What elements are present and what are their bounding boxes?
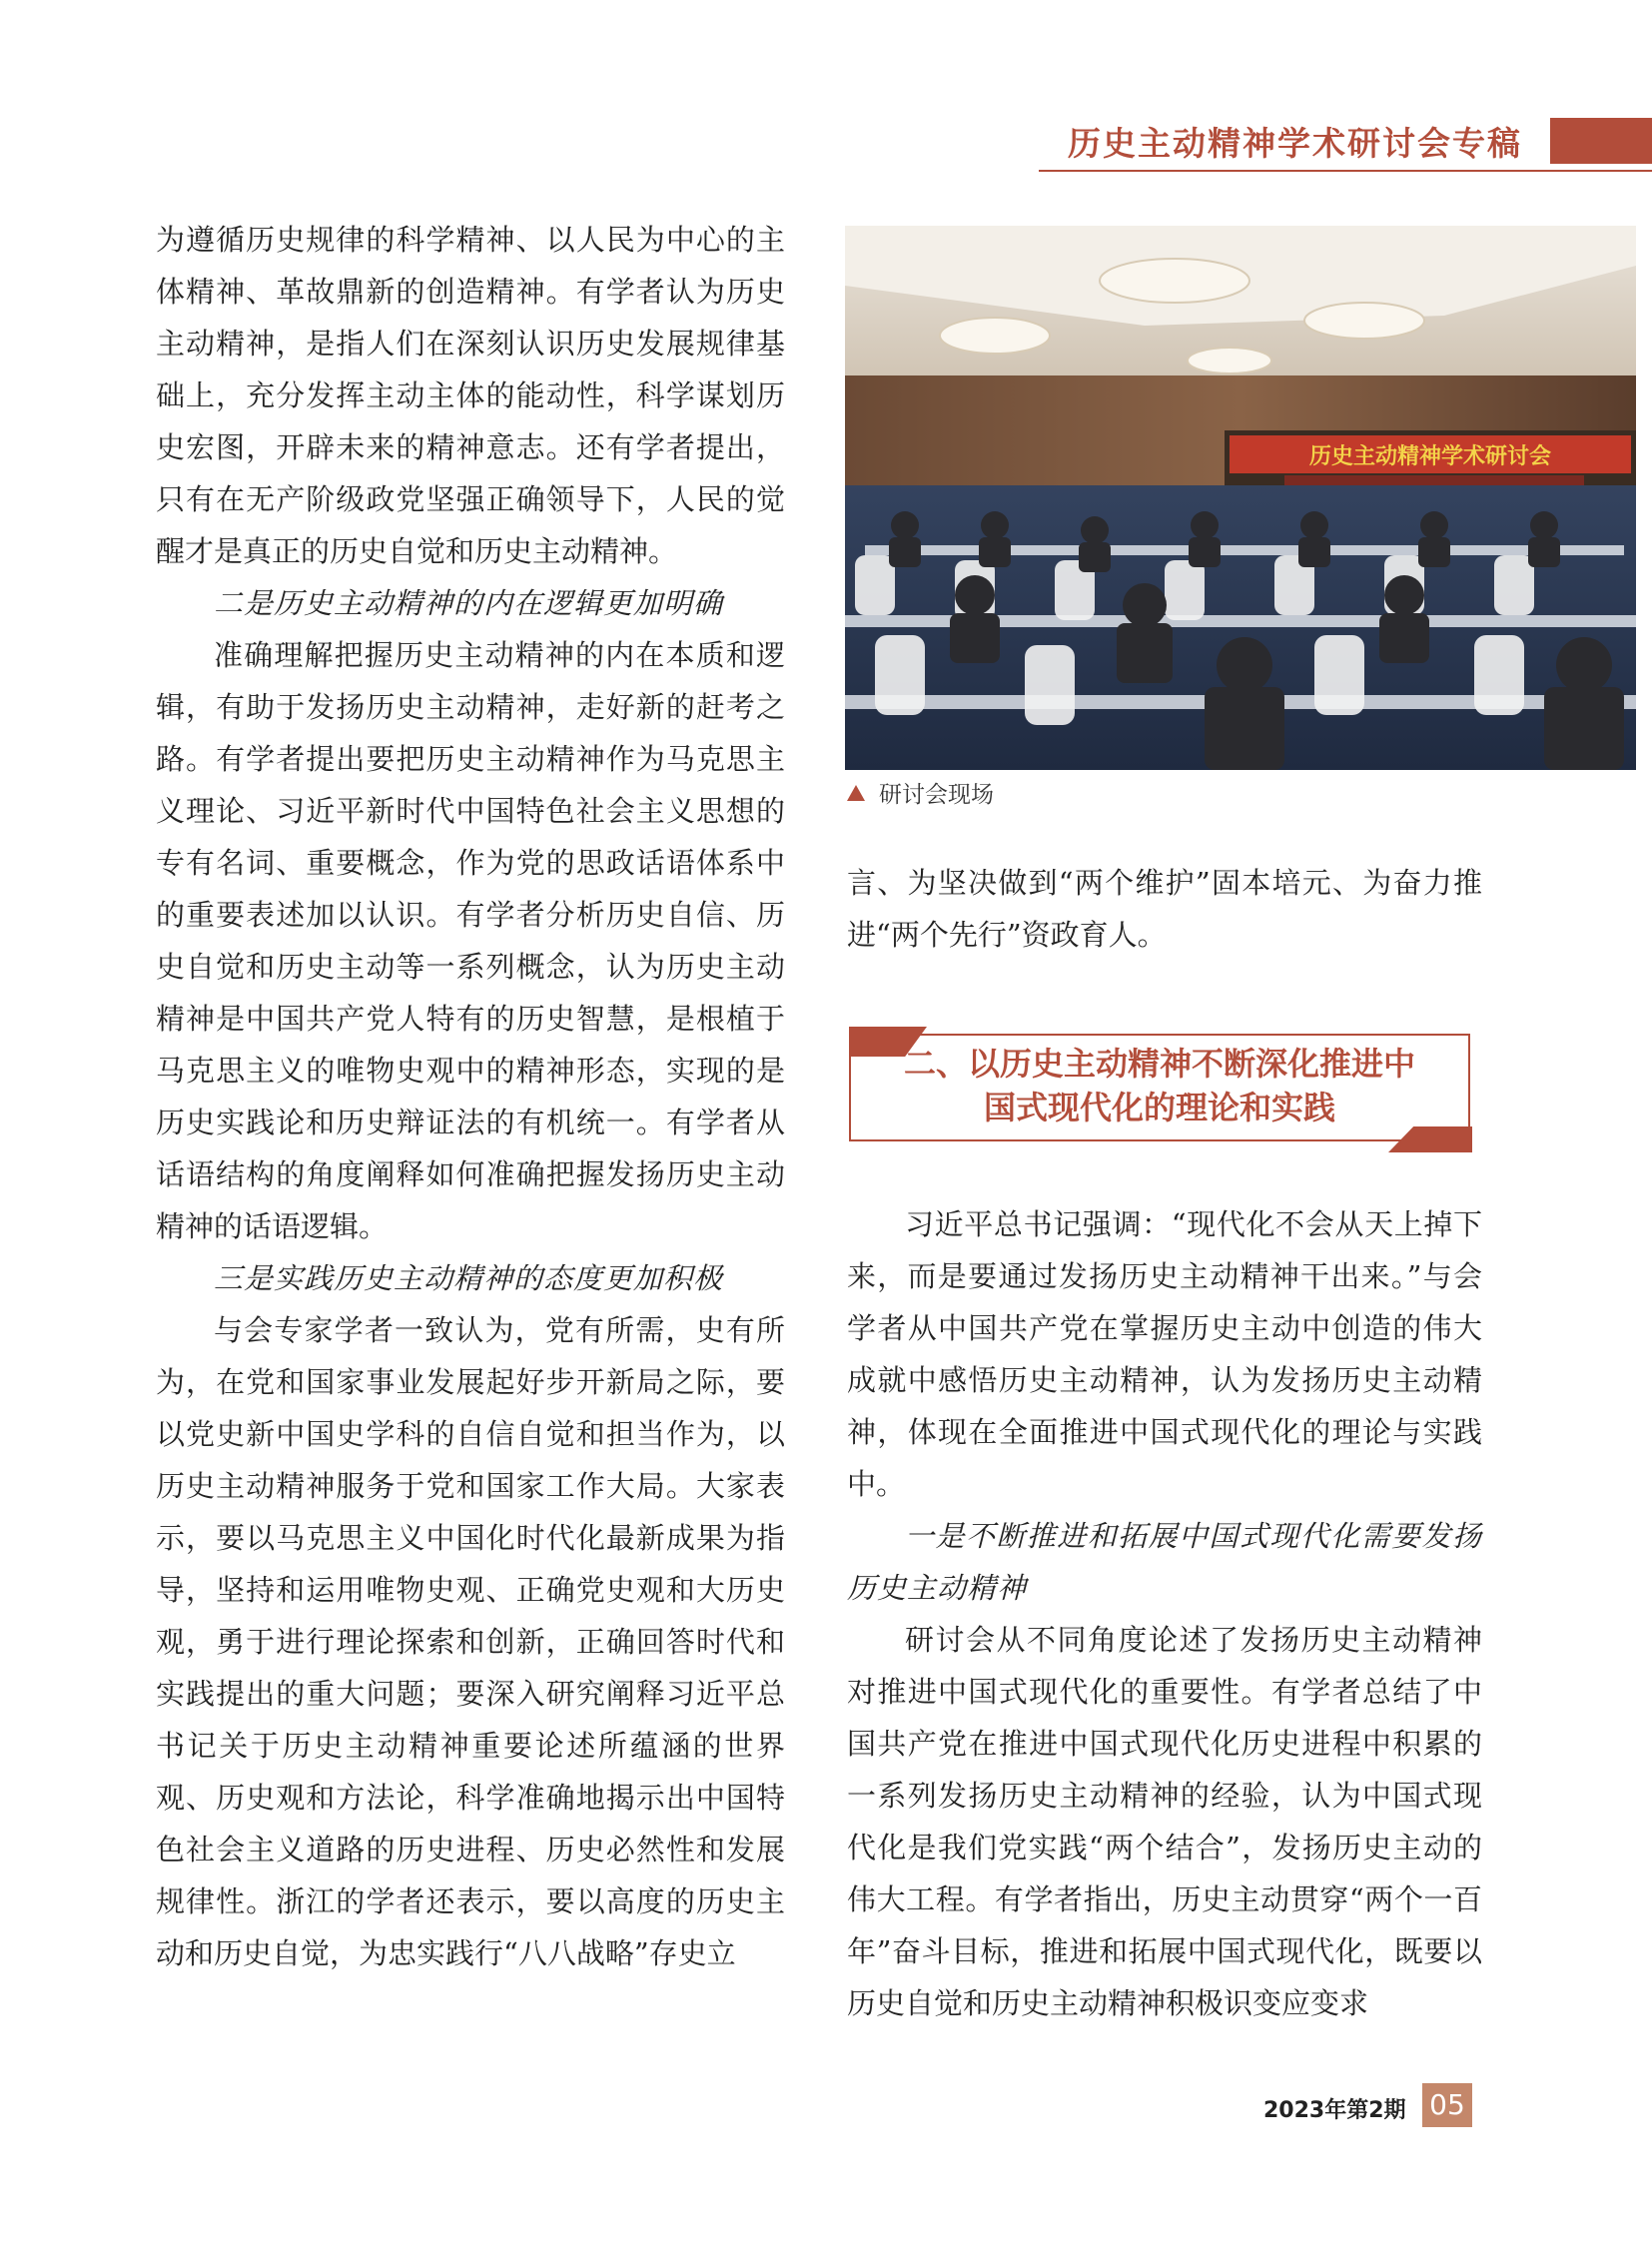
left-column [156, 214, 785, 1979]
section-heading-line-2: 国式现代化的理论和实践 [983, 1089, 1335, 1126]
running-header-title: 历史主动精神学术研讨会专稿 [1068, 124, 1522, 163]
right-column-continuation [847, 857, 1482, 961]
banner-text: 历史主动精神学术研讨会 [1308, 444, 1552, 469]
paragraph-3: 与会专家学者一致认为，党有所需，史有所为，在党和国家事业发展起好步开新局之际，要以党史新中国史学科的自信自觉和担当作为，以历史主动精神服务于党和国家工作大局。大家表示，要以马克思主义中国化时代化最新成果为指导，坚持和运用唯物史观、正确党史观和大历史观，勇于进行理论探索和创新，正确回答时代和实践提出的重大问题；要深入研究阐释习近平总书记关于历史主动精神重要论述所蕴涵的世界观、历史观和方法论，科学准确地揭示出中国特色社会主义道路的历史进程、历史必然性和发展规律性。浙江的学者还表示，要以高度的历史主动和历史自觉，为忠实践行“八八战略”存史立 [156, 1313, 785, 1970]
caption-triangle-icon [847, 785, 865, 801]
caption-text: 研讨会现场 [879, 782, 994, 808]
paragraph-continued: 言、为坚决做到“两个维护”固本培元、为奋力推进“两个先行”资政育人。 [847, 866, 1482, 952]
section-heading [849, 1042, 1470, 1129]
header-rule [1039, 170, 1652, 172]
photo-caption [847, 776, 994, 809]
paragraph-4: 习近平总书记强调：“现代化不会从天上掉下来，而是要通过发扬历史主动精神干出来。”与会学者从中国共产党在掌握历史主动中创造的伟大成就中感悟历史主动精神，认为发扬历史主动精神，体现在全面推进中国式现代化的理论与实践中。 [847, 1207, 1482, 1501]
subheading-4: 一是不断推进和拓展中国式现代化需要发扬历史主动精神 [847, 1519, 1482, 1605]
page-number: 05 [1422, 2083, 1472, 2127]
subheading-3: 三是实践历史主动精神的态度更加积极 [214, 1261, 724, 1295]
paragraph-5: 研讨会从不同角度论述了发扬历史主动精神对推进中国式现代化的重要性。有学者总结了中国共产党在推进中国式现代化历史进程中积累的一系列发扬历史主动精神的经验，认为中国式现代化是我们党实践“两个结合”，发扬历史主动的伟大工程。有学者指出，历史主动贯穿“两个一百年”奋斗目标，推进和拓展中国式现代化，既要以历史自觉和历史主动精神积极识变应变求 [847, 1623, 1482, 2020]
conference-photo [845, 226, 1636, 770]
header-accent-block [1550, 118, 1652, 164]
section-heading-line-1: 二、以历史主动精神不断深化推进中 [903, 1045, 1415, 1083]
subheading-2: 二是历史主动精神的内在逻辑更加明确 [214, 586, 724, 620]
issue-label: 2023年第2期 [1263, 2098, 1406, 2123]
paragraph-2: 准确理解把握历史主动精神的内在本质和逻辑，有助于发扬历史主动精神，走好新的赶考之路。有学者提出要把历史主动精神作为马克思主义理论、习近平新时代中国特色社会主义思想的专有名词、重要概念，作为党的思政话语体系中的重要表述加以认识。有学者分析历史自信、历史自觉和历史主动等一系列概念，认为历史主动精神是中国共产党人特有的历史智慧，是根植于马克思主义的唯物史观中的精神形态，实现的是历史实践论和历史辩证法的有机统一。有学者从话语结构的角度阐释如何准确把握发扬历史主动精神的话语逻辑。 [156, 638, 785, 1243]
right-column-body [847, 1198, 1482, 2029]
paragraph-1: 为遵循历史规律的科学精神、以人民为中心的主体精神、革故鼎新的创造精神。有学者认为历史主动精神，是指人们在深刻认识历史发展规律基础上，充分发挥主动主体的能动性，科学谋划历史宏图，开辟未来的精神意志。还有学者提出，只有在无产阶级政党坚强正确领导下，人民的觉醒才是真正的历史自觉和历史主动精神。 [156, 223, 785, 568]
